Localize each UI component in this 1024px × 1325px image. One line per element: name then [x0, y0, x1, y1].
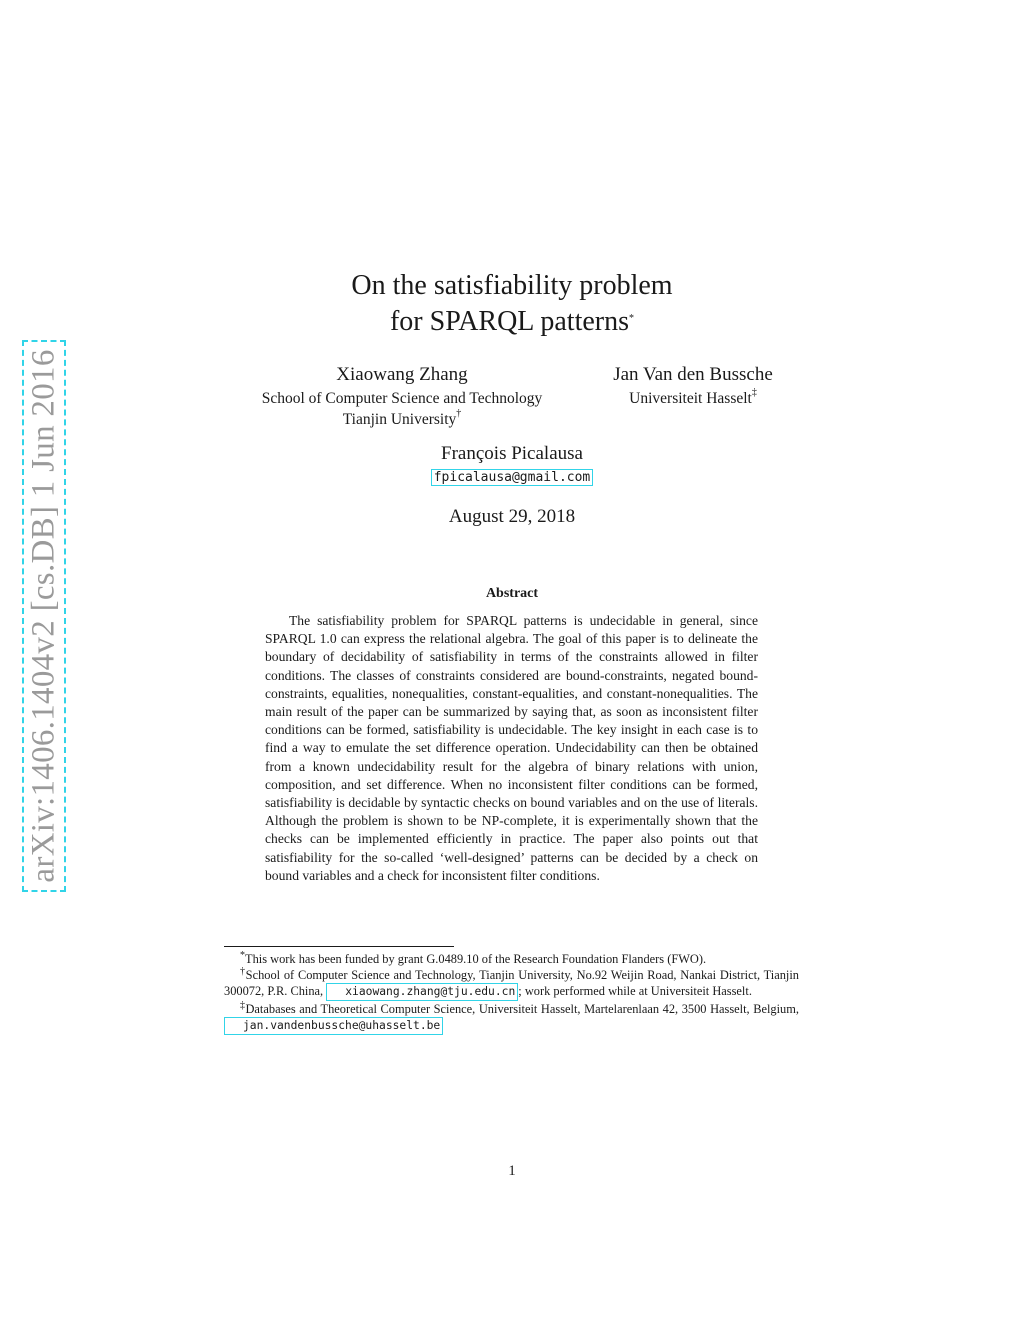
footnote-text: This work has been funded by grant G.0489.10 of the Research Foundation Flanders (FWO). [245, 952, 707, 966]
footnotes [224, 951, 799, 1035]
author-email-link[interactable]: fpicalausa@gmail.com [431, 469, 594, 486]
footnote-vandenbussche-affiliation [224, 1001, 799, 1035]
abstract-body [265, 612, 758, 885]
arxiv-identifier: arXiv:1406.1404v2 [cs.DB] 1 Jun 2016 [25, 349, 62, 883]
footnote-mark: † [456, 408, 462, 419]
page-number: 1 [508, 1163, 516, 1179]
author-affiliation: School of Computer Science and Technology [261, 390, 543, 407]
footnote-rule [224, 946, 454, 947]
author-name: Jan Van den Bussche [613, 364, 773, 385]
footnote-text: Databases and Theoretical Computer Science, Universiteit Hasselt, Martelarenlaan 42, 3500 Hasselt, Belgium, [245, 1002, 799, 1016]
arxiv-stamp[interactable] [22, 340, 66, 892]
author-affiliation-university [212, 408, 592, 429]
author-name: François Picalausa [441, 443, 583, 464]
author-affiliation [588, 387, 798, 408]
author-name: Xiaowang Zhang [336, 364, 468, 385]
author-block-vandenbussche [588, 364, 798, 408]
author-block-picalausa [212, 443, 812, 486]
zhang-email-link[interactable]: xiaowang.zhang@tju.edu.cn [326, 983, 518, 1001]
footnote-zhang-affiliation [224, 967, 799, 1001]
footnote-mark: † [240, 966, 246, 977]
abstract-heading: Abstract [485, 586, 539, 601]
abstract-paragraph: The satisfiability problem for SPARQL patterns is undecidable in general, since SPARQL 1.0 can express the relational algebra. The goal of this paper is to delineate the boundary of decidability of satisfiability in terms of the constraints allowed in filter conditions. The classes of constraints considered are bound-constraints, negated bound-constraints, equalities, nonequalities, constant-equalities, and constant-nonequalities. The main result of the paper can be summarized by saying that, as soon as inconsistent filter conditions can be formed, satisfiability is undecidable. The key insight in each case is to find a way to emulate the set difference operation. Undecidability can then be obtained from a known undecidability result for the algebra of binary relations with union, composition, and set difference. When no inconsistent filter conditions can be formed, satisfiability is decidable by syntactic checks on bound variables and on the use of literals. Although the problem is shown to be NP-complete, it is experimentally shown that the checks can be implemented efficiently in practice. The paper also points out that satisfiability for the so-called ‘well-designed’ patterns can be decided by a check on bound variables and a check for inconsistent filter conditions. [265, 613, 758, 883]
footnote-mark: * [240, 950, 245, 961]
paper-date: August 29, 2018 [448, 506, 576, 527]
paper-title [212, 268, 812, 340]
footnote-funding [224, 951, 799, 967]
title-line-2 [212, 304, 812, 340]
university-name: Universiteit Hasselt [629, 390, 752, 407]
author-block-zhang [212, 364, 592, 429]
footnote-mark: ‡ [240, 1000, 246, 1011]
footnote-mark: ‡ [751, 387, 757, 398]
title-line-1: On the satisfiability problem [351, 270, 673, 301]
title-footnote-mark: * [629, 313, 635, 324]
title-line-2-text: for SPARQL patterns [389, 306, 630, 337]
author-email-row [212, 469, 812, 486]
footnote-text: School of Computer Science and Technology, Tianjin University, No.92 Weijin Road, Nankai District, Tianjin 300072, P.R. China, [224, 968, 799, 998]
vandenbussche-email-link[interactable]: jan.vandenbussche@uhasselt.be [224, 1017, 443, 1035]
university-name: Tianjin University [342, 411, 457, 428]
footnote-text-tail: ; work performed while at Universiteit Hasselt. [518, 984, 752, 998]
